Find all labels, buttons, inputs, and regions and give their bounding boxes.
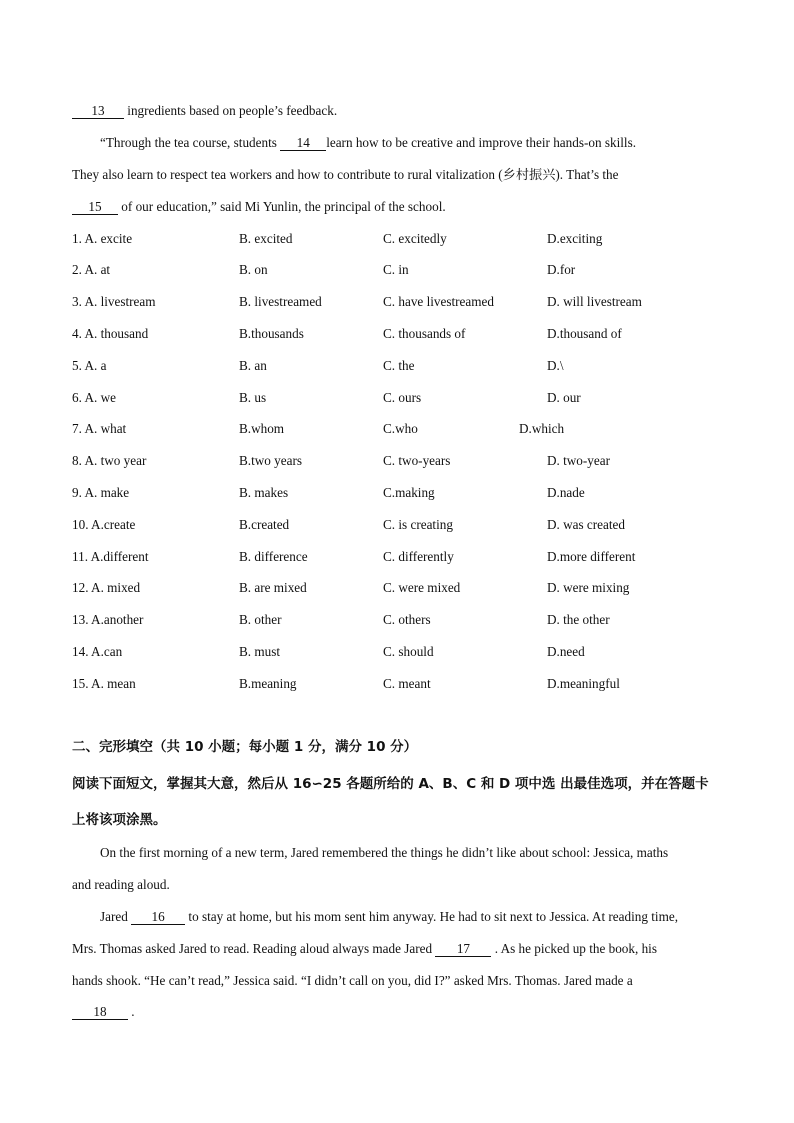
option-c: C. excitedly [383, 231, 447, 246]
option-b: B. makes [239, 485, 289, 500]
option-a: 1. A. excite [72, 231, 133, 246]
option-row-14 [72, 644, 732, 660]
option-c: C. is creating [383, 517, 453, 532]
option-a: 8. A. two year [72, 453, 147, 468]
passage-text: They also learn to respect tea workers and how to contribute to rural vitalization (乡村振兴). That’s the [72, 167, 619, 182]
option-c: C. in [383, 262, 409, 277]
passage-line-4 [72, 199, 446, 215]
option-d: D.meaningful [547, 676, 620, 691]
option-a: 6. A. we [72, 390, 116, 405]
passage-text: to stay at home, but his mom sent him anyway. He had to sit next to Jessica. At reading time, [188, 909, 678, 924]
option-c: C. were mixed [383, 580, 461, 595]
option-c: C. two-years [383, 453, 451, 468]
option-d: D.need [547, 644, 585, 659]
passage-text: . As he picked up the book, his [494, 941, 657, 956]
passage-text: “Through the tea course, students [100, 135, 277, 150]
passage-line [100, 909, 678, 925]
option-d: D.for [547, 262, 576, 277]
option-row-10 [72, 517, 732, 533]
passage-line [72, 877, 170, 893]
option-d: D.thousand of [547, 326, 622, 341]
passage-text: ingredients based on people’s feedback. [127, 103, 338, 118]
blank-14: 14 [280, 136, 326, 151]
blank-18: 18 [72, 1005, 128, 1020]
option-c: C. others [383, 612, 431, 627]
blank-15: 15 [72, 200, 118, 215]
option-row-15 [72, 676, 732, 692]
option-d: D.\ [547, 358, 564, 373]
option-d: D. two-year [547, 453, 610, 468]
option-a: 13. A.another [72, 612, 144, 627]
option-b: B. an [239, 358, 267, 373]
passage-line-1 [72, 103, 337, 119]
option-c: C. have livestreamed [383, 294, 494, 309]
option-a: 10. A.create [72, 517, 136, 532]
option-c: C. the [383, 358, 415, 373]
option-b: B. on [239, 262, 268, 277]
option-c: C. ours [383, 390, 422, 405]
blank-13: 13 [72, 104, 124, 119]
option-b: B. us [239, 390, 267, 405]
option-b: B. are mixed [239, 580, 307, 595]
passage-line [72, 1004, 135, 1020]
option-b: B. must [239, 644, 281, 659]
option-row-1 [72, 231, 732, 247]
section-instruction: 上将该项涂黑。 [72, 812, 167, 828]
blank-17: 17 [435, 942, 491, 957]
passage-text: of our education,” said Mi Yunlin, the principal of the school. [121, 199, 446, 214]
option-b: B. excited [239, 231, 293, 246]
passage-text: and reading aloud. [72, 877, 170, 892]
option-d: D.exciting [547, 231, 603, 246]
passage-text: . [131, 1004, 135, 1019]
option-b: B.created [239, 517, 290, 532]
option-b: B. difference [239, 549, 308, 564]
passage-line [100, 845, 668, 861]
option-row-13 [72, 612, 732, 628]
option-row-11 [72, 549, 732, 565]
section-heading: 二、完形填空（共 10 小题；每小题 1 分，满分 10 分） [72, 739, 418, 755]
passage-text: hands shook. “He can’t read,” Jessica said. “I didn’t call on you, did I?” asked Mrs. Thomas. Jared made a [72, 973, 633, 988]
option-row-3 [72, 294, 732, 310]
option-b: B.meaning [239, 676, 297, 691]
option-c: C. meant [383, 676, 431, 691]
section-instruction: 阅读下面短文，掌握其大意，然后从 16∽25 各题所给的 A、B、C 和 D 项中选 出最佳选项，并在答题卡 [72, 776, 709, 792]
option-d: D. were mixing [547, 580, 630, 595]
option-row-7 [72, 421, 732, 437]
passage-text: Jared [100, 909, 128, 924]
option-d: D. will livestream [547, 294, 642, 309]
option-b: B. other [239, 612, 282, 627]
option-c: C.making [383, 485, 435, 500]
option-a: 11. A.different [72, 549, 149, 564]
option-d: D.nade [547, 485, 585, 500]
option-row-9 [72, 485, 732, 501]
passage-line [72, 941, 657, 957]
option-row-5 [72, 358, 732, 374]
option-a: 14. A.can [72, 644, 123, 659]
option-row-2 [72, 262, 732, 278]
option-b: B.whom [239, 421, 285, 436]
option-row-12 [72, 580, 732, 596]
option-a: 7. A. what [72, 421, 127, 436]
option-a: 15. A. mean [72, 676, 136, 691]
passage-text: Mrs. Thomas asked Jared to read. Reading aloud always made Jared [72, 941, 433, 956]
passage-line-3 [72, 167, 619, 183]
option-a: 3. A. livestream [72, 294, 156, 309]
option-d: D.more different [547, 549, 636, 564]
option-a: 9. A. make [72, 485, 130, 500]
option-a: 12. A. mixed [72, 580, 141, 595]
passage-text: learn how to be creative and improve their hands-on skills. [326, 135, 637, 150]
option-c: C. thousands of [383, 326, 466, 341]
option-d: D. the other [547, 612, 610, 627]
option-d: D. our [547, 390, 581, 405]
option-row-8 [72, 453, 732, 469]
option-a: 5. A. a [72, 358, 107, 373]
blank-16: 16 [131, 910, 185, 925]
option-c: C. differently [383, 549, 454, 564]
option-c: C.who [383, 421, 418, 436]
option-row-4 [72, 326, 732, 342]
option-d: D. was created [547, 517, 625, 532]
passage-text: On the first morning of a new term, Jared remembered the things he didn’t like about school: Jessica, maths [100, 845, 669, 860]
option-c: C. should [383, 644, 434, 659]
option-b: B.thousands [239, 326, 304, 341]
option-row-6 [72, 390, 732, 406]
passage-line [72, 973, 633, 989]
option-b: B.two years [239, 453, 302, 468]
option-a: 4. A. thousand [72, 326, 149, 341]
option-d: D.which [519, 421, 565, 436]
passage-line-2 [100, 135, 636, 151]
option-a: 2. A. at [72, 262, 111, 277]
option-b: B. livestreamed [239, 294, 322, 309]
